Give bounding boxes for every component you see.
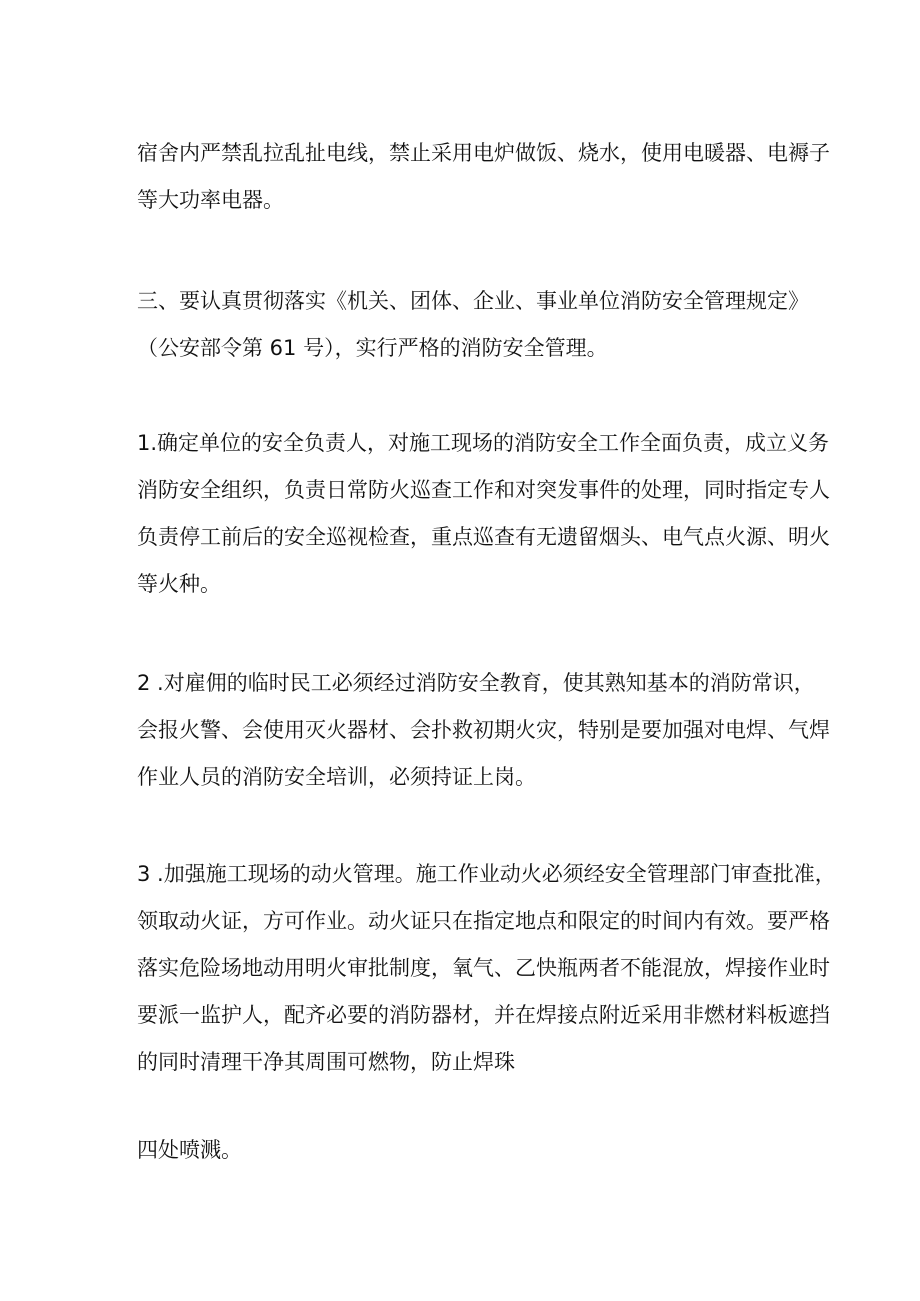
text-line: 要派一监护人，配齐必要的消防器材，并在焊接点附近采用非燃材料板遮挡 <box>137 1003 830 1027</box>
text-line: 会报火警、会使用灭火器材、会扑救初期火灾，特别是要加强对电焊、气焊 <box>137 718 830 742</box>
text-line: 等火种。 <box>137 572 221 596</box>
paragraph-section-three <box>137 278 809 372</box>
text-line: 消防安全组织，负责日常防火巡查工作和对突发事件的处理，同时指定专人 <box>137 478 830 502</box>
text-line: 领取动火证，方可作业。动火证只在指定地点和限定的时间内有效。要严格 <box>137 909 830 933</box>
text-line: 负责停工前后的安全巡视检查，重点巡查有无遗留烟头、电气点火源、明火 <box>137 525 830 549</box>
text-line: 2 .对雇佣的临时民工必须经过消防安全教育，使其熟知基本的消防常识， <box>137 671 815 695</box>
text-line: 三、要认真贯彻落实《机关、团体、企业、事业单位消防安全管理规定》 <box>137 289 809 313</box>
paragraph-item-3 <box>137 851 836 1086</box>
text-line: 等大功率电器。 <box>137 188 284 212</box>
text-line: 1.确定单位的安全负责人，对施工现场的消防安全工作全面负责，成立义务 <box>137 431 830 455</box>
text-line: 3 .加强施工现场的动火管理。施工作业动火必须经安全管理部门审查批准， <box>137 862 836 886</box>
paragraph-item-1 <box>137 420 830 608</box>
paragraph-item-2 <box>137 660 830 801</box>
text-line: 落实危险场地动用明火审批制度，氧气、乙快瓶两者不能混放，焊接作业时 <box>137 956 830 980</box>
text-line: 的同时清理干净其周围可燃物，防止焊珠 <box>137 1050 515 1074</box>
text-line: 四处喷溅。 <box>137 1138 242 1162</box>
text-line: （公安部令第 61 号），实行严格的消防安全管理。 <box>137 336 608 360</box>
paragraph-continuation <box>137 1127 805 1174</box>
text-line: 作业人员的消防安全培训，必须持证上岗。 <box>137 765 536 789</box>
paragraph-dormitory-electrical <box>137 130 830 224</box>
text-line: 宿舍内严禁乱拉乱扯电线，禁止采用电炉做饭、烧水，使用电暖器、电褥子 <box>137 141 830 165</box>
